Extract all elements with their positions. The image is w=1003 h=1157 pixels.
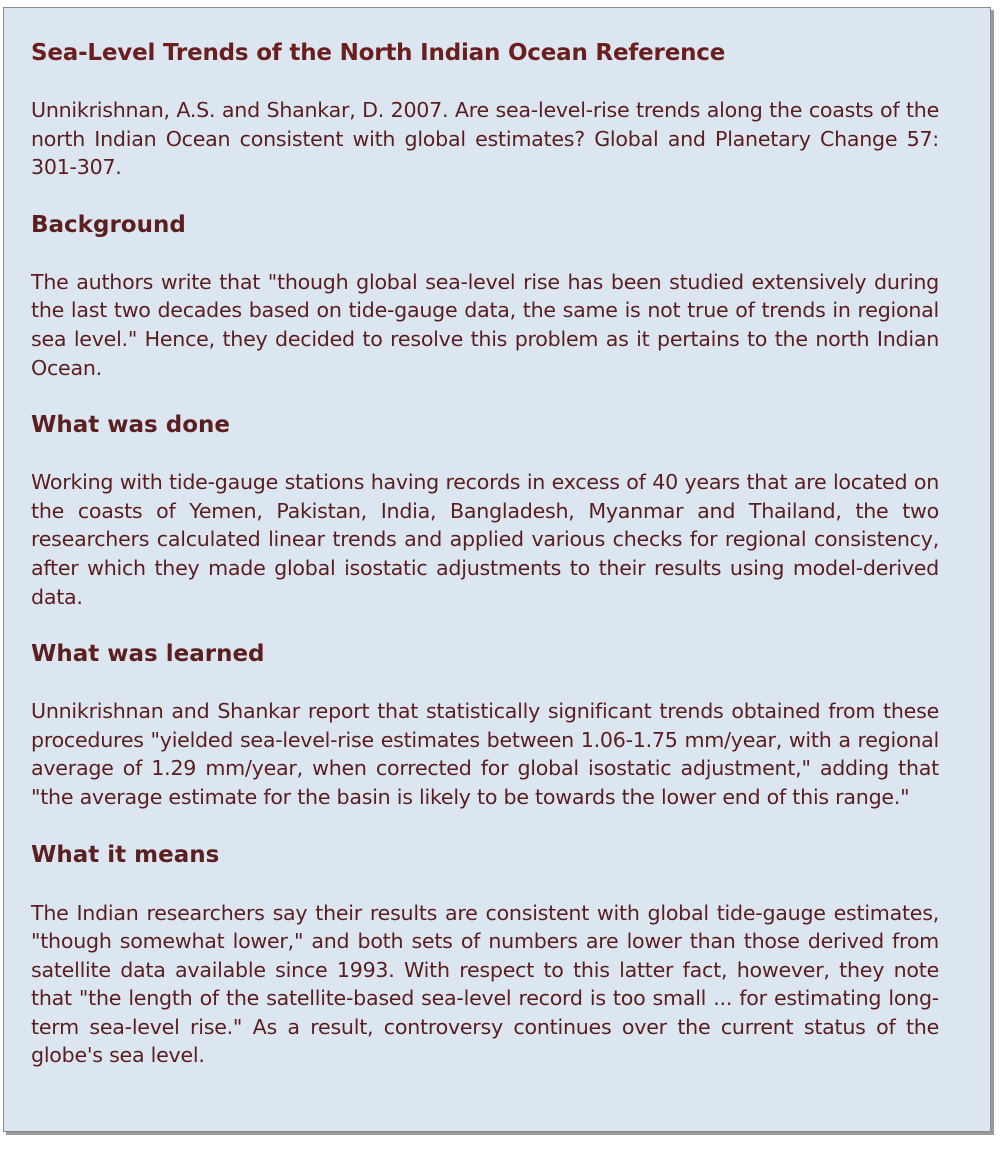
section-heading-what-was-learned: What was learned xyxy=(31,641,265,668)
article-title: Sea-Level Trends of the North Indian Ocean Reference xyxy=(31,40,726,66)
section-heading-what-was-done: What was done xyxy=(31,412,230,439)
section-heading-background: Background xyxy=(31,211,186,238)
article-panel xyxy=(3,7,991,1132)
section-heading-what-it-means: What it means xyxy=(31,841,220,868)
section-body-what-was-learned: Unnikrishnan and Shankar report that statistically significant trends obtained from these procedures "yielded sea-level-rise estimates between 1.06-1.75 mm/year, with a regional average of 1.29 mm/year, when corrected for global isostatic adjustment," adding that "the average estimate for the basin is likely to be towards the lower end of this range." xyxy=(31,699,939,809)
citation: Unnikrishnan, A.S. and Shankar, D. 2007. Are sea-level-rise trends along the coasts of the north Indian Ocean consistent with global estimates? Global and Planetary Change 57: 301-307. xyxy=(31,98,939,180)
section-body-what-was-done: Working with tide-gauge stations having records in excess of 40 years that are located on the coasts of Yemen, Pakistan, India, Bangladesh, Myanmar and Thailand, the two researchers calculated linear trends and applied various checks for regional consistency, after which they made global isostatic adjustments to their results using model-derived data. xyxy=(31,470,939,609)
section-body-what-it-means: The Indian researchers say their results are consistent with global tide-gauge estimates, "though somewhat lower," and both sets of numbers are lower than those derived from satellite data available since 1993. With respect to this latter fact, however, they note that "the length of the satellite-based sea-level record is too small ... for estimating long-term sea-level rise." As a result, controversy continues over the current status of the globe's sea level. xyxy=(31,900,939,1068)
section-body-background: The authors write that "though global sea-level rise has been studied extensively during the last two decades based on tide-gauge data, the same is not true of trends in regional sea level." Hence, they decided to resolve this problem as it pertains to the north Indian Ocean. xyxy=(31,269,939,380)
